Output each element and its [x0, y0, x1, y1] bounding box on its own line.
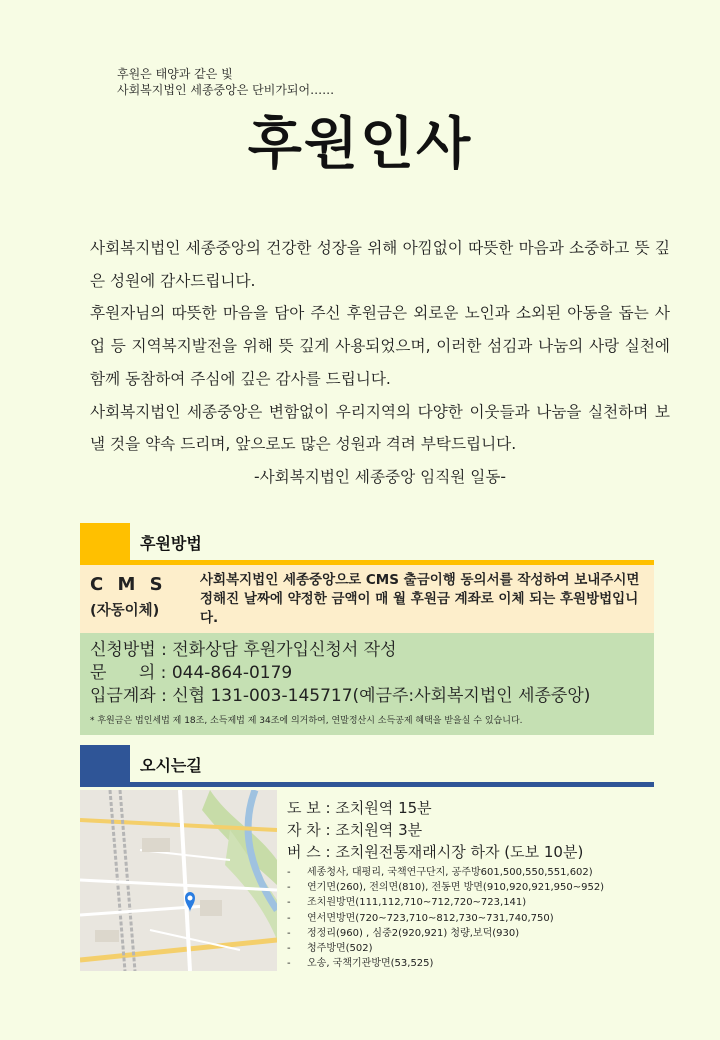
account-info: 입금계좌 : 신협 131-003-145717(예금주:사회복지법인 세종중앙)	[90, 686, 591, 706]
donation-header-block	[80, 523, 130, 565]
directions-section-header	[80, 745, 654, 787]
tax-note: * 후원금은 법인세법 제 18조, 소득제법 제 34조에 의거하여, 연말정산시 소득공제 혜택을 받을실 수 있습니다.	[90, 716, 523, 726]
apply-method: 신청방법 : 전화상담 후원가입신청서 작성	[90, 640, 397, 660]
location-map	[80, 790, 277, 971]
tagline-line-1: 후원은 태양과 같은 빛	[117, 67, 233, 81]
inquiry-phone: : 044-864-0179	[155, 663, 293, 683]
tagline-line-2: 사회복지법인 세종중앙은 단비가되어……	[117, 83, 335, 97]
walk-directions: 도 보 : 조치원역 15분	[287, 799, 432, 817]
map-graphic	[80, 790, 277, 971]
inquiry-label: 문 의	[90, 663, 156, 683]
page-title: 후원인사	[247, 112, 473, 177]
intro-text	[90, 232, 670, 494]
bus-directions: 버 스 : 조치원전통재래시장 하자 (도보 10분)	[287, 843, 584, 861]
bus-route-item: - 조치원방면(111,112,710~712,720~723,141)	[287, 897, 527, 909]
bus-route-item: - 연서면방면(720~723,710~812,730~731,740,750)	[287, 912, 554, 924]
bus-route-item: - 정정리(960) , 심중2(920,921) 청량,보덕(930)	[287, 927, 520, 939]
bus-route-item: - 오송, 국책기관방면(53,525)	[287, 958, 434, 970]
cms-subtitle: (자동이체)	[90, 603, 160, 619]
intro-paragraph-1: 사회복지법인 세종중앙의 건강한 성장을 위해 아낌없이 따뜻한 마음과 소중하고 뜻 깊은 성원에 감사드립니다.	[90, 239, 670, 290]
bus-route-item: - 연기면(260), 전의면(810), 전동면 방면(910,920,921,950~952)	[287, 882, 605, 894]
directions-info	[287, 797, 667, 971]
cms-box	[80, 565, 654, 633]
directions-header-line	[130, 782, 654, 787]
directions-heading: 오시는길	[140, 756, 202, 775]
intro-paragraph-2: 후원자님의 따뜻한 마음을 담아 주신 후원금은 외로운 노인과 소외된 아동을 돕는 사업 등 지역복지발전을 위해 뜻 깊게 사용되었으며, 이러한 섬김과 나눔의 사랑 실천에 함께 동참하여 주심에 깊은 감사를 드립니다.	[90, 304, 670, 388]
donation-info-box	[80, 633, 654, 735]
bus-route-list	[287, 865, 667, 971]
car-directions: 자 차 : 조치원역 3분	[287, 821, 423, 839]
intro-signature: -사회복지법인 세종중앙 임직원 일동-	[253, 467, 507, 486]
donation-section-header	[80, 523, 654, 565]
tagline	[117, 66, 334, 98]
intro-paragraph-3: 사회복지법인 세종중앙은 변함없이 우리지역의 다양한 이웃들과 나눔을 실천하며 보낼 것을 약속 드리며, 앞으로도 많은 성원과 격려 부탁드립니다.	[90, 402, 670, 454]
bus-route-item: - 청주방면(502)	[287, 943, 373, 955]
directions-header-block	[80, 745, 130, 787]
bus-route-item: - 세종청사, 대평리, 국책연구단지, 공주방601,500,550,551,602)	[287, 867, 593, 878]
donation-heading: 후원방법	[140, 534, 202, 553]
inquiry	[90, 662, 292, 684]
cms-title: C M S	[90, 574, 167, 595]
cms-description: 사회복지법인 세종중앙으로 CMS 출금이행 동의서를 작성하여 보내주시면 정해진 날짜에 약정한 금액이 매 월 후원금 계좌로 이체 되는 후원방법입니다.	[200, 572, 640, 626]
